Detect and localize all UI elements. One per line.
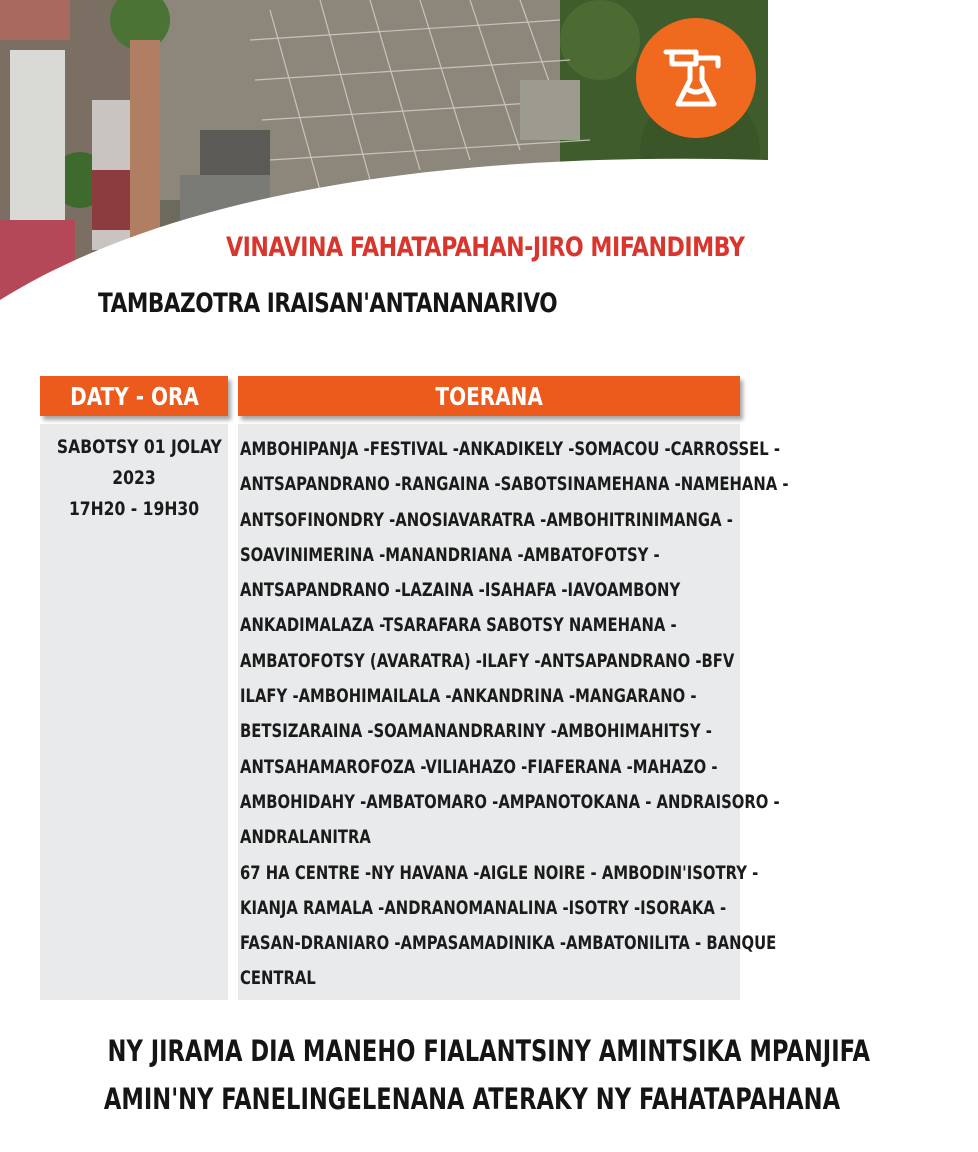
column-header-date-label: DATY - ORA [69, 381, 199, 411]
date-line: SABOTSY 01 JOLAY [56, 436, 222, 458]
location-line: ILAFY -AMBOHIMAILALA -ANKANDRINA -MANGARANO - [240, 685, 697, 708]
time-range-line: 17H20 - 19H30 [68, 498, 200, 520]
location-line: AMBOHIPANJA -FESTIVAL -ANKADIKELY -SOMACOU -CARROSSEL - [240, 438, 780, 460]
location-line: ANTSAHAMAROFOZA -VILIAHAZO -FIAFERANA -MAHAZO - [240, 755, 718, 778]
location-line: ANTSOFINONDRY -ANOSIAVARATRA -AMBOHITRINIMANGA - [240, 508, 733, 531]
notice-title: VINAVINA FAHATAPAHAN-JIRO MIFANDIMBY [226, 232, 745, 263]
location-line: ANDRALANITRA [240, 826, 371, 849]
column-header-date-time [40, 376, 228, 416]
apology-message-line-1 [0, 1034, 870, 1068]
location-line: KIANJA RAMALA -ANDRANOMANALINA -ISOTRY -ISORAKA - [240, 896, 727, 919]
location-line: FASAN-DRANIARO -AMPASAMADINIKA -AMBATONILITA - BANQUE [240, 932, 777, 955]
date-time-cell [40, 424, 228, 1000]
locations-cell [238, 424, 789, 1000]
column-header-locations-label: TOERANA [435, 381, 543, 411]
apology-text-2: AMIN'NY FANELINGELENANA ATERAKY NY FAHATAPAHANA [103, 1082, 841, 1116]
location-line: BETSIZARAINA -SOAMANANDRARINY -AMBOHIMAHITSY - [240, 720, 712, 743]
water-electricity-logo-icon [656, 38, 736, 118]
network-subtitle: TAMBAZOTRA IRAISAN'ANTANANARIVO [98, 288, 558, 319]
location-line: CENTRAL [240, 967, 316, 990]
location-line: SOAVINIMERINA -MANANDRIANA -AMBATOFOTSY - [240, 543, 660, 566]
location-line: AMBOHIDAHY -AMBATOMARO -AMPANOTOKANA - ANDRAISORO - [240, 790, 780, 813]
column-header-locations [238, 376, 740, 416]
year-line: 2023 [112, 467, 156, 489]
location-line: AMBATOFOTSY (AVARATRA) -ILAFY -ANTSAPANDRANO -BFV [240, 649, 735, 672]
location-line: ANKADIMALAZA -TSARAFARA SABOTSY NAMEHANA - [240, 614, 677, 637]
location-line: ANTSAPANDRANO -RANGAINA -SABOTSINAMEHANA -NAMEHANA - [240, 473, 789, 496]
apology-message-line-2 [0, 1082, 841, 1116]
apology-text-1: NY JIRAMA DIA MANEHO FIALANTSINY AMINTSIKA MPANJIFA [107, 1034, 870, 1068]
location-line: 67 HA CENTRE -NY HAVANA -AIGLE NOIRE - AMBODIN'ISOTRY - [240, 861, 759, 884]
location-line: ANTSAPANDRANO -LAZAINA -ISAHAFA -IAVOAMBONY [240, 579, 681, 602]
company-logo [636, 18, 756, 138]
